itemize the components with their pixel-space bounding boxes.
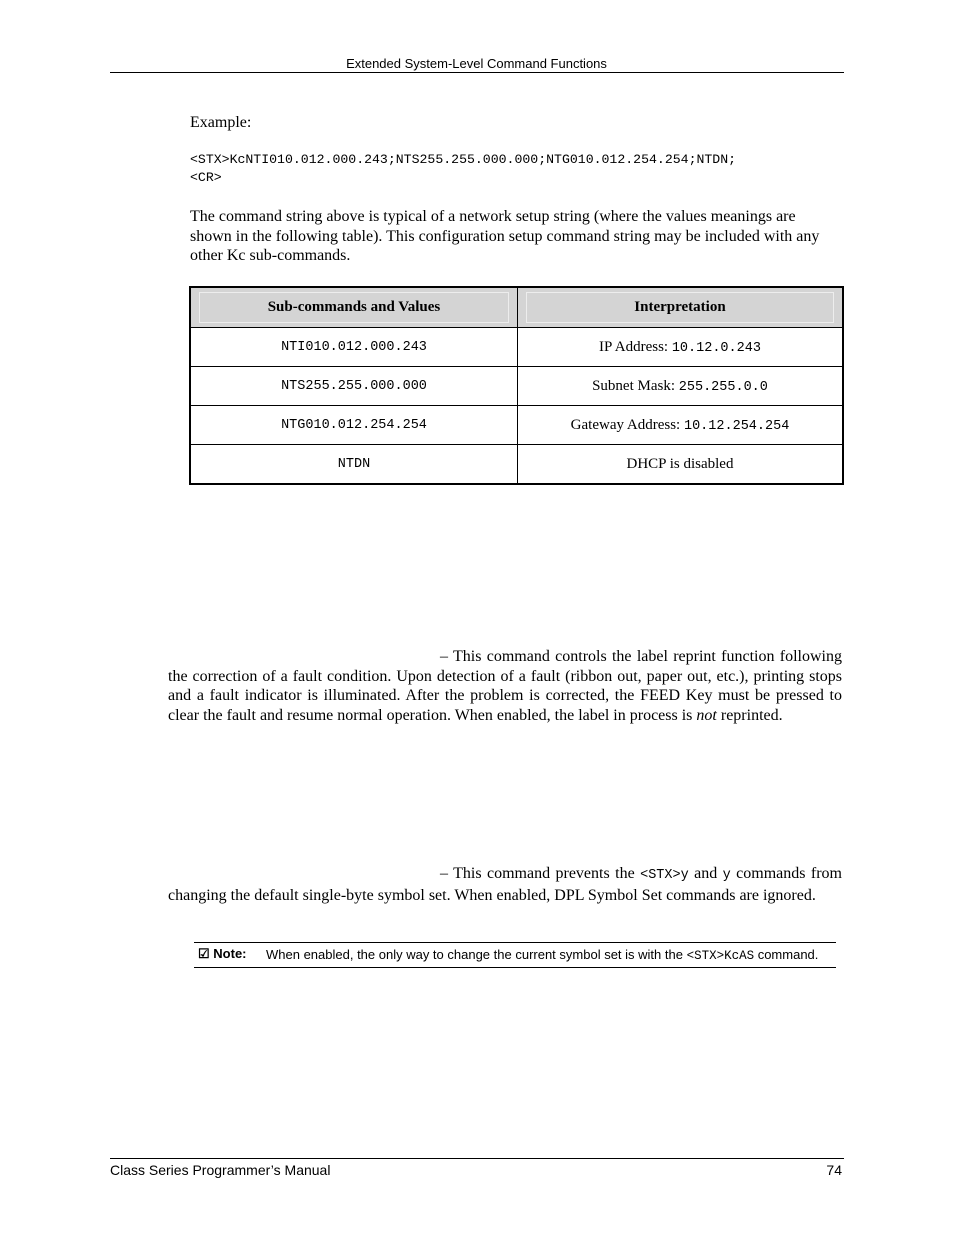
interpretation-cell bbox=[518, 328, 844, 367]
table-row bbox=[190, 367, 843, 406]
interpretation-cell bbox=[518, 367, 844, 406]
footer-page-number: 74 bbox=[826, 1162, 842, 1178]
subcommand-table bbox=[189, 286, 844, 485]
table-header-interpretation: Interpretation bbox=[526, 292, 834, 323]
interpretation-label: DHCP is disabled bbox=[626, 455, 734, 472]
intro-paragraph: The command string above is typical of a network setup string (where the values meanings are shown in the following table). This configuration setup command string may be included with any other Kc sub-commands. bbox=[190, 208, 820, 265]
example-code-line-2: <CR> bbox=[190, 170, 222, 185]
reprint-emphasis: not bbox=[696, 706, 717, 724]
reprint-text-b: reprinted. bbox=[716, 706, 783, 724]
ignore-code-stx-y: <STX>y bbox=[640, 868, 689, 883]
table-header-subcommands: Sub-commands and Values bbox=[199, 292, 509, 323]
subcommand-cell: NTDN bbox=[190, 445, 518, 485]
interpretation-label: Gateway Address: bbox=[570, 416, 684, 433]
table-header-cell bbox=[190, 287, 518, 328]
note-code: <STX>KcAS bbox=[686, 949, 755, 963]
footer-manual-title: Class Series Programmer’s Manual bbox=[110, 1162, 331, 1178]
interpretation-value: 255.255.0.0 bbox=[678, 379, 768, 395]
reprint-text-a: – This command controls the label reprint function following the correction of a fault condition. Upon detection of a fault (ribbon out, paper out, etc.), printing stops and a fault indicator is illuminated. After the problem is corrected, the FEED Key must be pressed to clear the fault and resume normal operation. When enabled, the label in process is bbox=[168, 648, 842, 724]
interpretation-label: IP Address: bbox=[599, 338, 672, 355]
subcommand-cell: NTS255.255.000.000 bbox=[190, 367, 518, 406]
note-text-a: When enabled, the only way to change the current symbol set is with the bbox=[266, 947, 687, 962]
ignore-text-c: commands from changing the default single-byte symbol set. When enabled, DPL Symbol Set commands are ignored. bbox=[168, 865, 843, 904]
interpretation-cell bbox=[518, 406, 844, 445]
interpretation-value: 10.12.0.243 bbox=[671, 340, 761, 356]
note-text-b: command. bbox=[754, 947, 819, 962]
table-row bbox=[190, 406, 843, 445]
header-rule bbox=[110, 72, 844, 73]
note-label-text: Note: bbox=[213, 946, 247, 961]
table-header-row bbox=[190, 287, 843, 328]
table-header-cell bbox=[518, 287, 844, 328]
note-label bbox=[198, 946, 247, 962]
ignore-text-a: – This command prevents the bbox=[440, 865, 641, 882]
table-row bbox=[190, 328, 843, 367]
subcommand-cell: NTI010.012.000.243 bbox=[190, 328, 518, 367]
example-label: Example: bbox=[190, 114, 252, 131]
note-text bbox=[266, 946, 836, 965]
table-row bbox=[190, 445, 843, 485]
symbol-set-ignore-paragraph bbox=[168, 864, 842, 905]
interpretation-value: 10.12.254.254 bbox=[683, 418, 790, 434]
note-box bbox=[194, 942, 836, 968]
ignore-code-y: y bbox=[722, 868, 731, 883]
interpretation-label: Subnet Mask: bbox=[592, 377, 679, 394]
checkbox-icon: ☑ bbox=[198, 946, 210, 961]
example-code-block bbox=[190, 151, 736, 187]
ignore-text-b: and bbox=[688, 865, 723, 882]
footer-rule bbox=[110, 1158, 844, 1159]
interpretation-cell bbox=[518, 445, 844, 485]
example-code-line-1: <STX>KcNTI010.012.000.243;NTS255.255.000.000;NTG010.012.254.254;NTDN; bbox=[190, 152, 737, 167]
reprint-description-paragraph bbox=[168, 647, 842, 725]
running-header: Extended System-Level Command Functions bbox=[346, 56, 607, 71]
subcommand-cell: NTG010.012.254.254 bbox=[190, 406, 518, 445]
